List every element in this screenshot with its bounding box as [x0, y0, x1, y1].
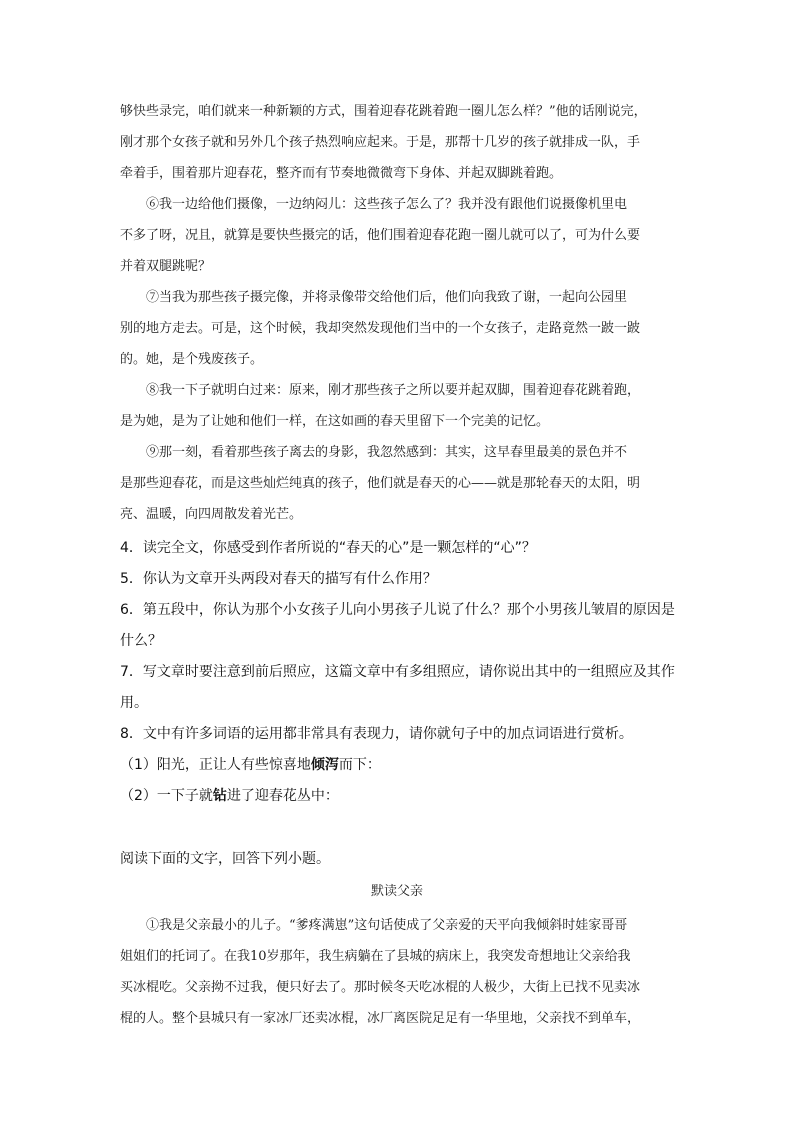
text-line: 刚才那个女孩子就和另外几个孩子热烈响应起来。于是，那帮十几岁的孩子就排成一队，手	[120, 135, 641, 150]
text-line: 牵着手，围着那片迎春花，整齐而有节奏地微微弯下身体、并起双脚跳着跑。	[120, 166, 563, 181]
question-5: 5．你认为文章开头两段对春天的描写有什么作用？	[120, 571, 437, 587]
sub-question-prefix: （2）一下子就	[120, 788, 213, 804]
text-line: ⑥我一边给他们摄像，一边纳闷儿：这些孩子怎么了？我并没有跟他们说摄像机里电	[146, 197, 628, 212]
text-line: ⑨那一刻，看着那些孩子离去的身影，我忽然感到：其实，这早春里最美的景色并不	[146, 445, 628, 460]
article-title	[0, 876, 794, 907]
question-list	[120, 533, 700, 812]
text-line: ⑦当我为那些孩子摄完像，并将录像带交给他们后，他们向我致了谢，一起向公园里	[146, 290, 628, 305]
text-line: 不多了呀，况且，就算是要快些摄完的话，他们围着迎春花跑一圈儿就可以了，可为什么要	[120, 228, 641, 243]
question-8: 8．文中有许多词语的运用都非常具有表现力，请你就句子中的加点词语进行赏析。	[120, 726, 633, 742]
question-4: 4．读完全文，你感受到作者所说的“春天的心”是一颗怎样的“心”？	[120, 540, 536, 556]
instruction-text: 阅读下面的文字，回答下列小题。	[120, 851, 330, 867]
text-line: 够快些录完，咱们就来一种新颖的方式，围着迎春花跳着跑一圈儿怎么样？”他的话刚说完，	[120, 104, 647, 119]
sub-question-2	[120, 781, 700, 812]
paragraph-p6	[120, 189, 686, 282]
text-line: 并着双腿跳呢？	[120, 259, 212, 274]
question-7: 7．写文章时要注意到前后照应，这篇文章中有多组照应，请你说出其中的一组照应及其作	[120, 664, 675, 680]
sub-question-suffix: 而下：	[338, 757, 381, 773]
paragraph-p9	[120, 437, 686, 530]
text-line: ⑧我一下子就明白过来：原来，刚才那些孩子之所以要并起双脚，围着迎春花跳着跑，	[146, 383, 641, 398]
text-line: 的。她，是个残废孩子。	[120, 352, 264, 367]
text-line: 是为她，是为了让她和他们一样，在这如画的春天里留下一个完美的记忆。	[120, 414, 550, 429]
question-6: 6．第五段中，你认为那个小女孩子儿向小男孩子儿说了什么？那个小男孩儿皱眉的原因是	[120, 602, 675, 618]
question-7-continued: 用。	[120, 695, 148, 711]
sub-question-suffix: 进了迎春花丛中：	[226, 788, 339, 804]
article-title-text: 默读父亲	[370, 884, 423, 899]
text-line: 亮、温暖，向四周散发着光芒。	[120, 507, 303, 522]
paragraph-p5-tail	[120, 96, 686, 189]
article-paragraph-1	[120, 910, 686, 1034]
text-line: 是那些迎春花，而是这些灿烂纯真的孩子，他们就是春天的心——就是那轮春天的太阳，明	[120, 476, 641, 491]
text-line: 买冰棍吃。父亲拗不过我，便只好去了。那时候冬天吃冰棍的人极少，大街上已找不见卖冰	[120, 980, 641, 995]
reading-instruction	[120, 844, 686, 875]
sub-question-prefix: （1）阳光，正让人有些惊喜地	[120, 757, 311, 773]
passage-one-paragraphs	[120, 96, 686, 530]
emphasized-word: 钻	[212, 788, 227, 804]
question-6-continued: 什么？	[120, 633, 162, 649]
text-line: 棍的人。整个县城只有一家冰厂还卖冰棍，冰厂离医院足足有一华里地，父亲找不到单车，	[120, 1011, 641, 1026]
paragraph-p8	[120, 375, 686, 437]
text-line: ①我是父亲最小的儿子。“爹疼满崽”这句话使成了父亲爱的天平向我倾斜时娃家哥哥	[146, 918, 628, 933]
sub-question-1	[120, 750, 700, 781]
emphasized-word: 倾泻	[310, 757, 339, 773]
text-line: 别的地方走去。可是，这个时候，我却突然发现他们当中的一个女孩子，走路竟然一跛一跛	[120, 321, 641, 336]
paragraph-p7	[120, 282, 686, 375]
text-line: 姐姐们的托词了。在我10岁那年，我生病躺在了县城的病床上，我突发奇想地让父亲给我	[120, 949, 631, 964]
